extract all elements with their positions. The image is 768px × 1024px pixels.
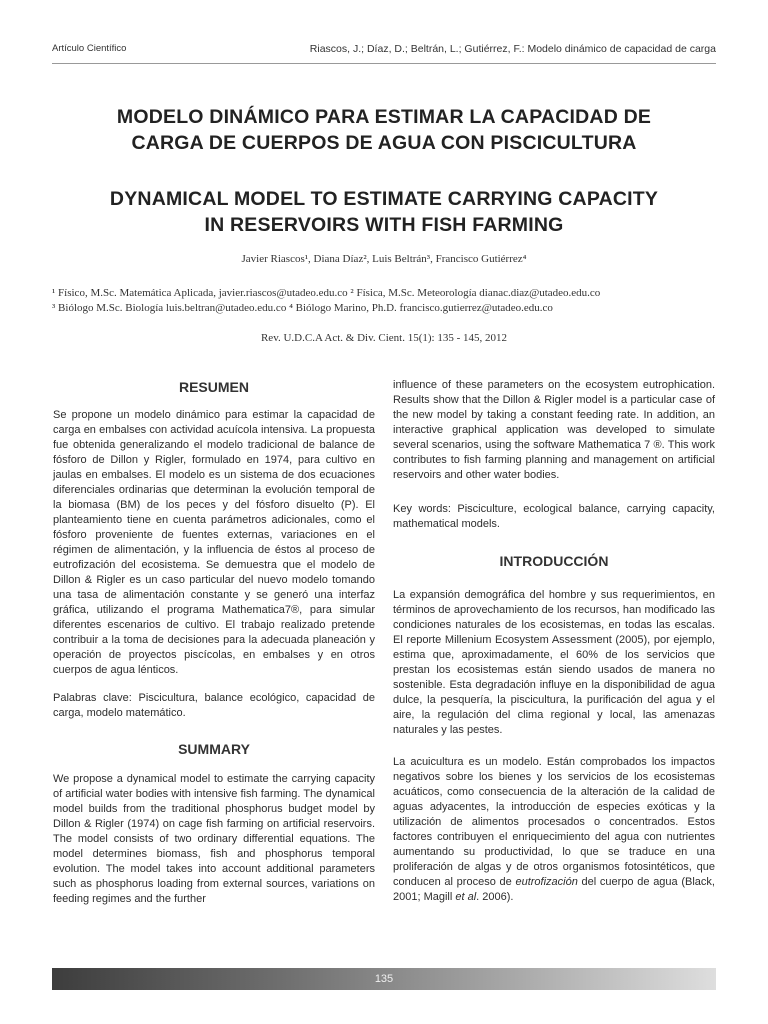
introduccion-paragraph-1: La expansión demográfica del hombre y sus requerimientos, en términos de aprovechamiento de los recursos, han modificado las condiciones naturales de los ecosistemas, en todas las escalas. El reporte Millenium Ecosystem Assessment (2005), por ejemplo, estima que, aproximadamente, el 60% de los servicios que prestan los ecosistemas están siendo usados de manera no sostenible. Esta degradación influye en la disponibilidad de agua dulce, la pesquería, la piscicultura, la purificación del agua y el aire, la regulación del clima regional y local, las amenazas naturales y las pestes. [393, 589, 715, 736]
intro-p2-et-al: et al [455, 891, 477, 903]
left-column [53, 378, 375, 907]
intro-p2-text-c: . 2006). [476, 891, 514, 903]
running-title: Riascos, J.; Díaz, D.; Beltrán, L.; Gutiérrez, F.: Modelo dinámico de capacidad de carga [309, 43, 716, 55]
journal-citation: Rev. U.D.C.A Act. & Div. Cient. 15(1): 135 - 145, 2012 [260, 332, 508, 344]
title-english-line-1: DYNAMICAL MODEL TO ESTIMATE CARRYING CAPACITY [109, 188, 659, 210]
summary-body: We propose a dynamical model to estimate the carrying capacity of artificial water bodies with intensive fish farming. The dynamical model builds from the traditional phosphorus budget model by Dillon & Rigler (1974) on cage fish farming on artificial reservoirs. The model consists of two ordinary differential equations. The model determines biomass, fish and phosphorus temporal evolution. The model takes into account additional parameters such as phosphorus loading from external sources, variations on feeding regimes and the further [53, 773, 375, 905]
footer-bar [52, 968, 716, 990]
affiliation-line-2: ³ Biólogo M.Sc. Biología luis.beltran@utadeo.edu.co ⁴ Biólogo Marino, Ph.D. francisco.gutierrez@utadeo.edu.co [52, 302, 553, 314]
article-type: Artículo Científico [52, 43, 127, 54]
page-number: 135 [374, 973, 394, 985]
introduccion-heading: INTRODUCCIÓN [499, 553, 609, 569]
right-column [393, 378, 715, 905]
introduccion-paragraph-2 [393, 755, 715, 905]
affiliation-line-1: ¹ Físico, M.Sc. Matemática Aplicada, javier.riascos@utadeo.edu.co ² Física, M.Sc. Meteorología dianac.diaz@utadeo.edu.co [52, 287, 601, 299]
intro-p2-eutrofizacion: eutrofización [515, 876, 578, 888]
summary-body-continued: influence of these parameters on the ecosystem eutrophication. Results show that the Dillon & Rigler model is a particular case of the new model by taking a constant feeding rate. In addition, an interactive graphical application was developed to simulate several scenarios, using the software Mathematica 7 ®. This work contributes to fish farming planning and management on artificial reservoirs and other water bodies. [393, 379, 715, 481]
intro-p2-text-a: La acuicultura es un modelo. Están comprobados los impactos negativos sobre los bienes y los servicios de los ecosistemas acuáticos, como consecuencia de la alteración de la calidad de aguas adyacentes, la introducción de especies exóticas y la utilización de alimentos procesados o concentrados. Estos factores contribuyen el enriquecimiento del agua con nutrientes aumentando su productividad, lo que se traduce en una proliferación de algas y de otros organismos fotosintéticos, que conducen al proceso de [393, 756, 715, 888]
key-words: Key words: Pisciculture, ecological balance, carrying capacity, mathematical models. [393, 503, 715, 530]
resumen-heading: RESUMEN [178, 379, 249, 395]
palabras-clave: Palabras clave: Piscicultura, balance ecológico, capacidad de carga, modelo matemático. [53, 692, 375, 719]
summary-heading: SUMMARY [178, 741, 250, 757]
title-spanish-line-1: MODELO DINÁMICO PARA ESTIMAR LA CAPACIDAD DE [116, 106, 652, 128]
title-spanish [40, 104, 728, 156]
intro-p2-text-b: del cuerpo de agua (Black, 2001; Magill [393, 876, 715, 903]
header-rule [52, 63, 716, 64]
title-english [40, 186, 728, 238]
title-spanish-line-2: CARGA DE CUERPOS DE AGUA CON PISCICULTURA [131, 132, 637, 154]
author-list: Javier Riascos¹, Diana Díaz², Luis Beltrán³, Francisco Gutiérrez⁴ [241, 253, 527, 265]
resumen-body: Se propone un modelo dinámico para estimar la capacidad de carga en embalses con actividad acuícola intensiva. La propuesta fue obtenida generalizando el modelo tradicional de balance de fósforo de Dillon y Rigler, formulado en 1974, para cultivo en jaulas en embalses. El modelo es un sistema de dos ecuaciones diferenciales ordinarias que determinan la evolución temporal de la biomasa (BM) de los peces y del fósforo disuelto (P). El planteamiento tiene en cuenta parámetros adicionales, como el fósforo proveniente de fuentes externas, variaciones en el régimen de alimentación, y la influencia de éstos al proceso de eutrofización del ecosistema. Se demuestra que el modelo de Dillon & Rigler es un caso particular del nuevo modelo tomando una tasa de alimentación constante y se generó una interfaz gráfica, utilizando el programa Mathematica7®, para simular diferentes escenarios de cultivo. El trabajo realizado pretende contribuir a la toma de decisiones para la adecuada planeación y operación de proyectos piscícolas, en embalses y en otros cuerpos de agua lénticos. [53, 409, 375, 676]
title-english-line-2: IN RESERVOIRS WITH FISH FARMING [204, 214, 564, 236]
